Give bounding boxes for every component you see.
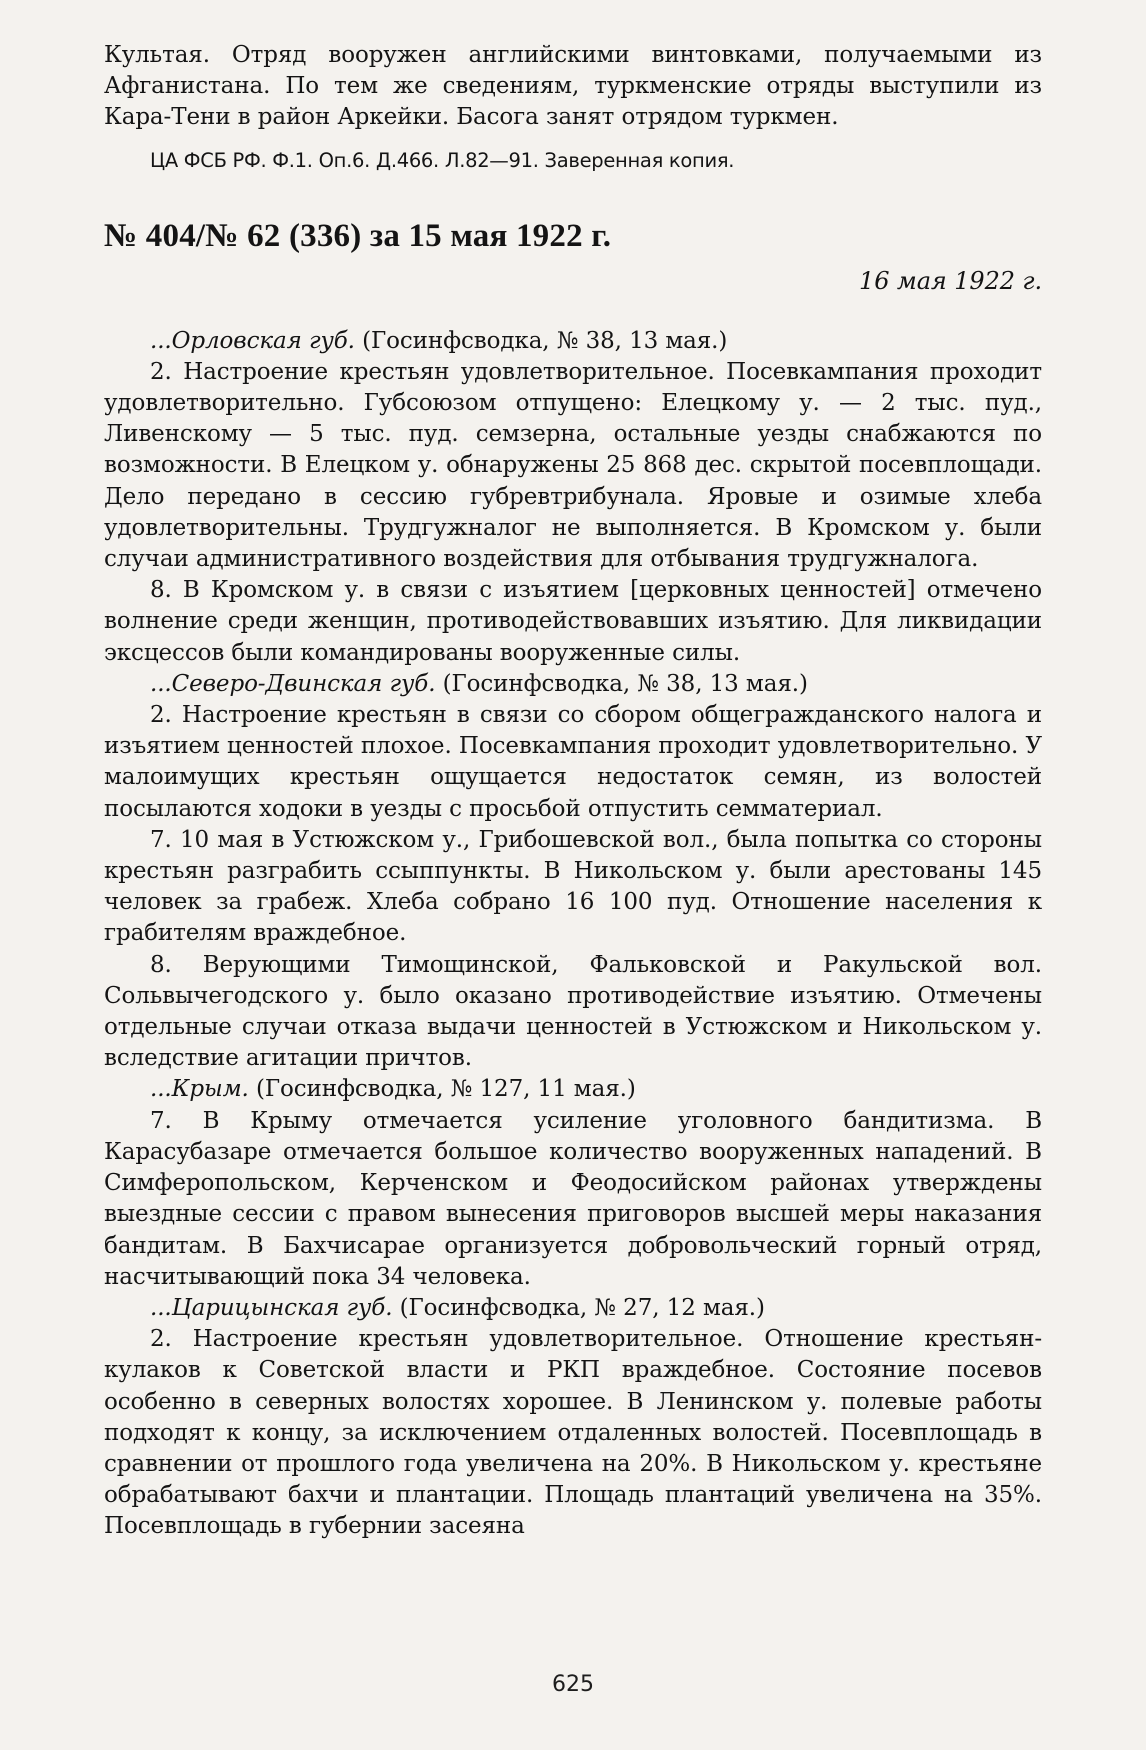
region-name: ...Северо-Двинская губ. — [150, 670, 436, 697]
document-page — [104, 40, 1042, 1543]
report-paragraph: 2. Настроение крестьян в связи со сбором общегражданского налога и изъятием ценностей плохое. Посевкампания проходит удовлетворительно. У малоимущих крестьян ощущается недостаток семян, из волостей посылаются ходоки в уезды с просьбой отпустить семматериал. — [104, 702, 1042, 822]
source-line — [104, 1293, 1042, 1324]
report-paragraph: 7. В Крыму отмечается усиление уголовного бандитизма. В Карасубазаре отмечается большое количество вооруженных нападений. В Симферопольском, Керченском и Феодосийском районах утверждены выездные сессии с правом вынесения приговоров высшей меры наказания бандитам. В Бахчисарае организуется добровольческий горный отряд, насчитывающий пока 34 человека. — [104, 1107, 1042, 1290]
source-line — [104, 326, 1042, 357]
report-paragraph: 2. Настроение крестьян удовлетворительное. Посевкампания проходит удовлетворительно. Губсоюзом отпущено: Елецкому у. — 2 тыс. пуд., Ливенскому — 5 тыс. пуд. семзерна, остальные уезды снабжаются по возможности. В Елецком у. обнаружены 25 868 дес. скрытой посевплощади. Дело передано в сессию губревтрибунала. Яровые и озимые хлеба удовлетворительны. Трудгужналог не выполняется. В Кромском у. были случаи административного воздействия для отбывания трудгужналога. — [104, 358, 1042, 573]
archive-reference: ЦА ФСБ РФ. Ф.1. Оп.6. Д.466. Л.82—91. Заверенная копия. — [150, 148, 735, 172]
document-date: 16 мая 1922 г. — [859, 266, 1042, 295]
report-sections — [104, 326, 1042, 1543]
source-line — [104, 1074, 1042, 1105]
report-paragraph: 7. 10 мая в Устюжском у., Грибошевской вол., была попытка со стороны крестьян разграбить ссыппункты. В Никольском у. были арестованы 145 человек за грабеж. Хлеба собрано 16 100 пуд. Отношение населения к грабителям враждебное. — [104, 826, 1042, 947]
source-citation: (Госинфсводка, № 127, 11 мая.) — [248, 1076, 636, 1103]
report-paragraph: 8. Верующими Тимощинской, Фальковской и Ракульской вол. Сольвычегодского у. было оказано противодействие изъятию. Отмечены отдельные случаи отказа выдачи ценностей в Устюжском и Никольском у. вследствие агитации причтов. — [104, 951, 1042, 1072]
intro-paragraph: Культая. Отряд вооружен английскими винтовками, получаемыми из Афганистана. По тем же сведениям, туркменские отряды выступили из Кара-Тени в район Аркейки. Басога занят отрядом туркмен. — [104, 42, 1042, 131]
source-citation: (Госинфсводка, № 38, 13 мая.) — [354, 327, 728, 354]
document-heading: № 404/№ 62 (336) за 15 мая 1922 г. — [104, 217, 612, 254]
report-paragraph: 8. В Кромском у. в связи с изъятием [церковных ценностей] отмечено волнение среди женщин, противодействовавших изъятию. Для ликвидации эксцессов были командированы вооруженные силы. — [104, 577, 1042, 666]
page-number: 625 — [552, 1672, 594, 1697]
source-citation: (Госинфсводка, № 27, 12 мая.) — [392, 1294, 765, 1321]
source-citation: (Госинфсводка, № 38, 13 мая.) — [435, 670, 808, 697]
region-name: ...Крым. — [150, 1076, 249, 1103]
report-paragraph: 2. Настроение крестьян удовлетворительное. Отношение крестьян-кулаков к Советской власти и РКП враждебное. Состояние посевов особенно в северных волостях хорошее. В Ленинском у. полевые работы подходят к концу, за исключением отдаленных волостей. Посевплощадь в сравнении от прошлого года увеличена на 20%. В Никольском у. крестьяне обрабатывают бахчи и плантации. Площадь плантаций увеличена на 35%. Посевплощадь в губернии засеяна — [104, 1326, 1042, 1540]
region-name: ...Царицынская губ. — [150, 1294, 393, 1321]
region-name: ...Орловская губ. — [150, 327, 355, 354]
source-line — [104, 669, 1042, 700]
